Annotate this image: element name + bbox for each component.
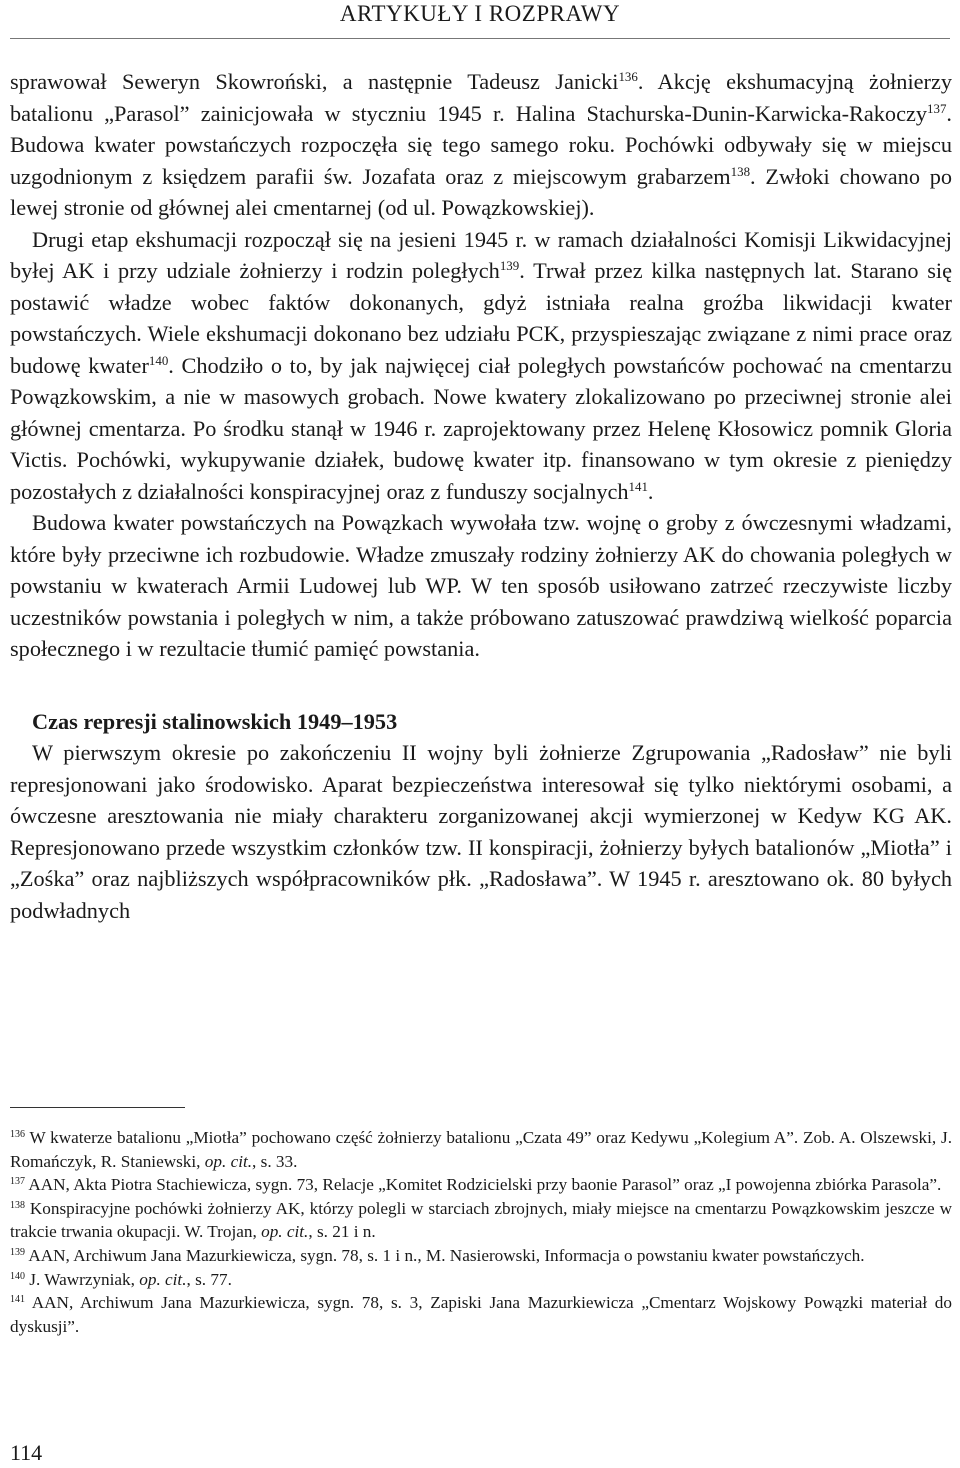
text-run: AAN, Archiwum Jana Mazurkiewicza, sygn. 78, s. 1 i n., M. Nasierowski, Informacja o powstaniu kwater powstańczych. xyxy=(28,1245,865,1265)
text-run: op. cit. xyxy=(139,1269,187,1289)
footnotes xyxy=(10,1126,952,1338)
text-run: Drugi etap ekshumacji rozpoczął się na jesieni 1945 r. w ramach działalności Komisji Likwidacyjnej byłej AK i przy udziale żołnierzy i rodzin poległych xyxy=(10,226,952,283)
text-run: sprawował Seweryn Skowroński, a następnie Tadeusz Janicki xyxy=(10,69,619,94)
paragraph: W pierwszym okresie po zakończeniu II wojny byli żołnierze Zgrupowania „Radosław” nie byli represjonowani jako środowisko. Aparat bezpieczeństwa interesował się tylko niektórymi osobami, a ówczesne aresztowania nie miały charakteru zorganizowanej akcji wymierzonej w Kedyw KG AK. Represjonowano przede wszystkim członków tzw. II konspiracji, żołnierzy byłych batalionów „Miotła” i „Zośka” oraz najbliższych współpracowników płk. „Radosława”. W 1945 r. aresztowano ok. 80 byłych podwładnych xyxy=(10,740,952,923)
text-run: , s. 77. xyxy=(186,1269,232,1289)
text-run: . Chodziło o to, by jak najwięcej ciał poległych powstańców pochować na cmentarzu Powązkowskim, a nie w masowych grobach. Nowe kwatery zlokalizowano po przeciwnej stronie alei głównej cmentarza. Po środku stanął w 1946 r. zaprojektowany przez Helenę Kłosowicz pomnik Gloria Victis. Pochówki, wykupywanie działek, budowę kwater itp. finansowano w tym okresie z pieniędzy pozostałych z działalności konspiracyjnej oraz z funduszy socjalnych xyxy=(10,352,952,504)
text-run: . Budowa kwater powstańczych rozpoczęła się tego samego roku. Pochówki odbywały się w miejscu uzgodnionym z księdzem parafii św. Jozafata oraz z miejscowym grabarzem xyxy=(10,100,952,189)
paragraph xyxy=(10,66,952,224)
footnote-number: 136 xyxy=(10,1128,25,1140)
text-run: Konspiracyjne pochówki żołnierzy AK, którzy polegli w starciach zbrojnych, miały miejsce na cmentarzu Powązkowskim jeszcze w trakcie trwania okupacji. W. Trojan, xyxy=(10,1198,952,1242)
footnote xyxy=(10,1268,952,1292)
text-run: , s. 33. xyxy=(252,1151,298,1171)
footnote-ref: 140 xyxy=(148,352,169,368)
text-run: op. cit. xyxy=(204,1151,253,1171)
text-run: . Akcję ekshumacyjną żołnierzy batalionu „Parasol” zainicjowała w styczniu 1945 r. Halina Stachurska-Dunin-Karwicka-Rakoczy xyxy=(10,69,953,126)
footnote-number: 137 xyxy=(10,1176,25,1188)
main-text xyxy=(10,66,952,926)
text-run: Budowa kwater powstańczych na Powązkach wywołała tzw. wojnę o groby z ówczesnymi władzami, które były przeciwne ich rozbudowie. Władze zmuszały rodziny żołnierzy AK do chowania poległych w powstaniu w kwaterach Armii Ludowej lub WP. W ten sposób usiłowano zatrzeć rzeczywiste liczby uczestników powstania i poległych w nim, a także próbowano zatuszować prawdziwą wielkość poparcia społecznego i w rezultacie tłumić pamięć powstania. xyxy=(10,510,952,661)
text-run: . Trwał przez kilka następnych lat. Starano się postawić władze wobec faktów dokonanych, gdyż istniała realna groźba likwidacji kwater powstańczych. Wiele ekshumacji dokonano bez udziału PCK, przyspieszając związane z nimi prace oraz budowę kwater xyxy=(10,258,952,378)
footnote-number: 138 xyxy=(10,1199,25,1211)
text-run: . Zwłoki chowano po lewej stronie od głównej alei cmentarnej (od ul. Powązkowskiej). xyxy=(10,163,952,220)
footnote-number: 139 xyxy=(10,1246,25,1258)
running-title: ARTYKUŁY I ROZPRAWY xyxy=(339,1,621,26)
text-run: AAN, Archiwum Jana Mazurkiewicza, sygn. 78, s. 3, Zapiski Jana Mazurkiewicza „Cmentarz Wojskowy Powązki materiał do dyskusji”. xyxy=(10,1293,952,1336)
footnote-ref: 141 xyxy=(628,478,648,494)
footnote xyxy=(10,1291,952,1338)
paragraph xyxy=(10,507,952,665)
text-run: , s. 21 i n. xyxy=(308,1222,376,1242)
footnote-ref: 139 xyxy=(499,257,520,273)
footnote-separator xyxy=(10,1107,185,1108)
text-run: J. Wawrzyniak, xyxy=(29,1269,140,1289)
footnote-ref: 137 xyxy=(927,100,947,116)
footnote xyxy=(10,1126,952,1173)
footnote xyxy=(10,1244,952,1268)
page-number: 114 xyxy=(10,1440,43,1465)
footnote xyxy=(10,1173,952,1197)
text-run: W kwaterze batalionu „Miotła” pochowano część żołnierzy batalionu „Czata 49” oraz Kedywu „Kolegium A”. Zob. A. Olszewski, J. Romańczyk, R. Staniewski, xyxy=(10,1128,952,1171)
footnote xyxy=(10,1197,952,1244)
text-run: . xyxy=(647,478,654,504)
footnote-ref: 138 xyxy=(730,163,751,179)
running-header xyxy=(10,0,950,39)
paragraph xyxy=(10,224,952,508)
footnote-ref: 136 xyxy=(618,68,638,84)
footnote-number: 141 xyxy=(10,1293,25,1305)
section-heading: Czas represji stalinowskich 1949–1953 xyxy=(32,708,398,734)
text-run: op. cit. xyxy=(261,1222,309,1242)
footnote-number: 140 xyxy=(10,1270,25,1282)
text-run: AAN, Akta Piotra Stachiewicza, sygn. 73, Relacje „Komitet Rodzicielski przy baonie Parasol” oraz „I powojenna zbiórka Parasola”. xyxy=(28,1175,942,1195)
